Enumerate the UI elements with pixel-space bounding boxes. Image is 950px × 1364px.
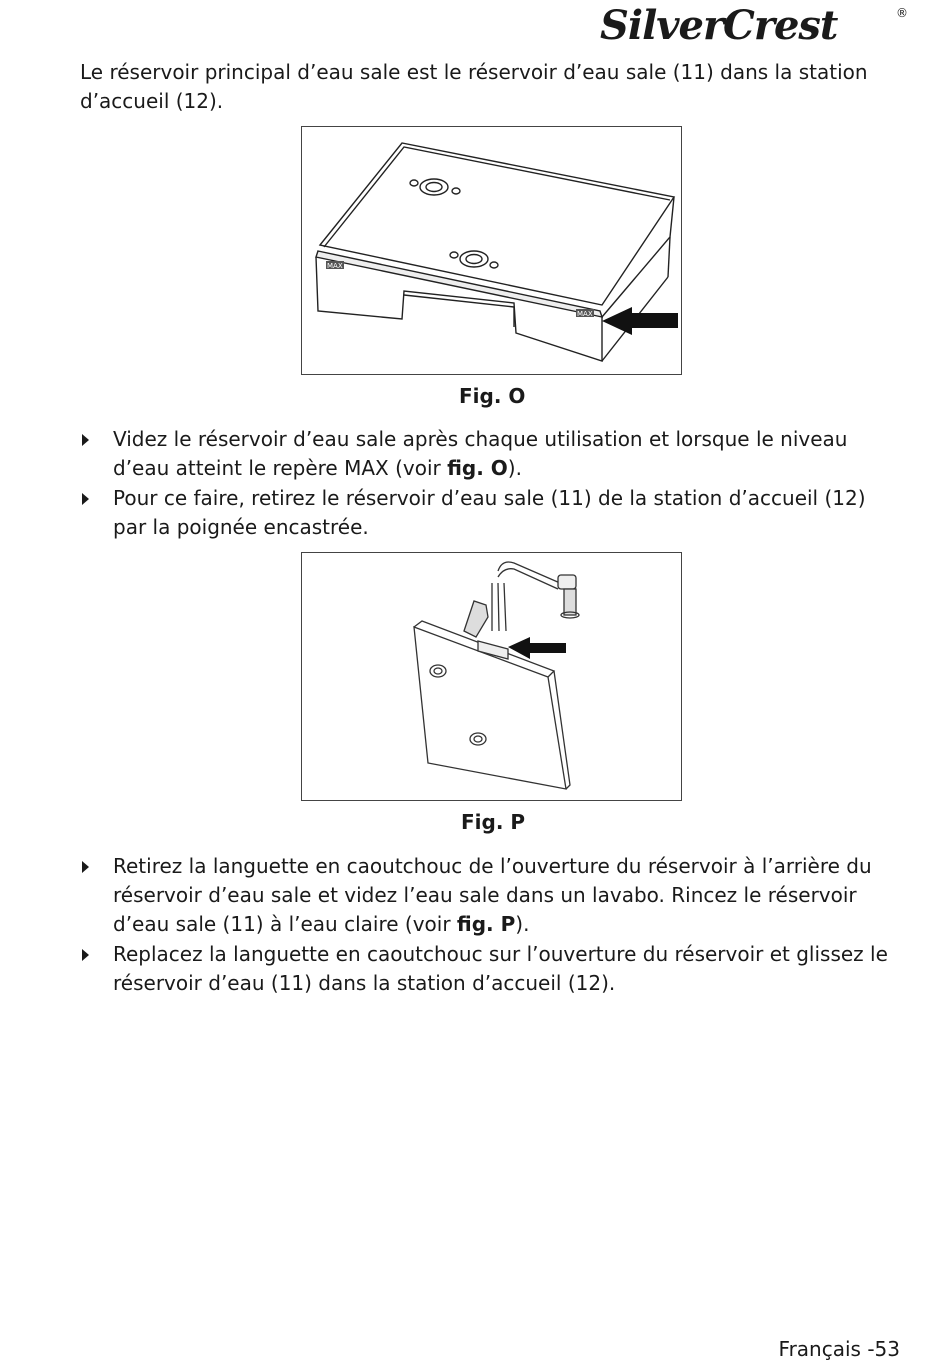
list-item: Replacez la languette en caoutchouc sur l’ouverture du réservoir et glissez le réservoir d’eau (11) dans la station d’accueil (12). bbox=[80, 940, 900, 998]
tank-rinse-drawing bbox=[302, 553, 681, 800]
arrow-left-icon bbox=[508, 637, 566, 659]
figure-reference: fig. P bbox=[456, 912, 516, 936]
arrow-left-icon bbox=[602, 307, 678, 335]
intro-paragraph: Le réservoir principal d’eau sale est le réservoir d’eau sale (11) dans la station d’accueil (12). bbox=[80, 60, 868, 113]
brand-logo bbox=[600, 2, 910, 48]
registered-mark: ® bbox=[896, 6, 908, 20]
list-item: Pour ce faire, retirez le réservoir d’eau sale (11) de la station d’accueil (12) par la poignée encastrée. bbox=[80, 484, 900, 542]
instructions-list-1 bbox=[80, 425, 900, 543]
figure-o-caption: Fig. O bbox=[459, 384, 526, 408]
max-label-left: MAX bbox=[327, 262, 343, 270]
figure-reference: fig. O bbox=[447, 456, 508, 480]
max-label-right: MAX bbox=[577, 310, 593, 318]
bullet-triangle-icon bbox=[82, 493, 89, 505]
instructions-list-2 bbox=[80, 852, 900, 999]
figure-p-illustration bbox=[301, 552, 682, 801]
bullet-triangle-icon bbox=[82, 434, 89, 446]
page-number: Français -53 bbox=[778, 1337, 900, 1361]
brand-name: SilverCrest bbox=[600, 2, 838, 49]
figure-o-illustration bbox=[301, 126, 682, 375]
figure-p-caption: Fig. P bbox=[461, 810, 526, 834]
list-item: Videz le réservoir d’eau sale après chaque utilisation et lorsque le niveau d’eau atteint le repère MAX (voir fig. O). bbox=[80, 425, 900, 483]
bullet-triangle-icon bbox=[82, 949, 89, 961]
list-item: Retirez la languette en caoutchouc de l’ouverture du réservoir à l’arrière du réservoir d’eau sale et videz l’eau sale dans un lavabo. Rincez le réservoir d’eau sale (11) à l’eau claire (voir fig. P). bbox=[80, 852, 900, 939]
bullet-triangle-icon bbox=[82, 861, 89, 873]
docking-station-drawing bbox=[302, 127, 681, 374]
